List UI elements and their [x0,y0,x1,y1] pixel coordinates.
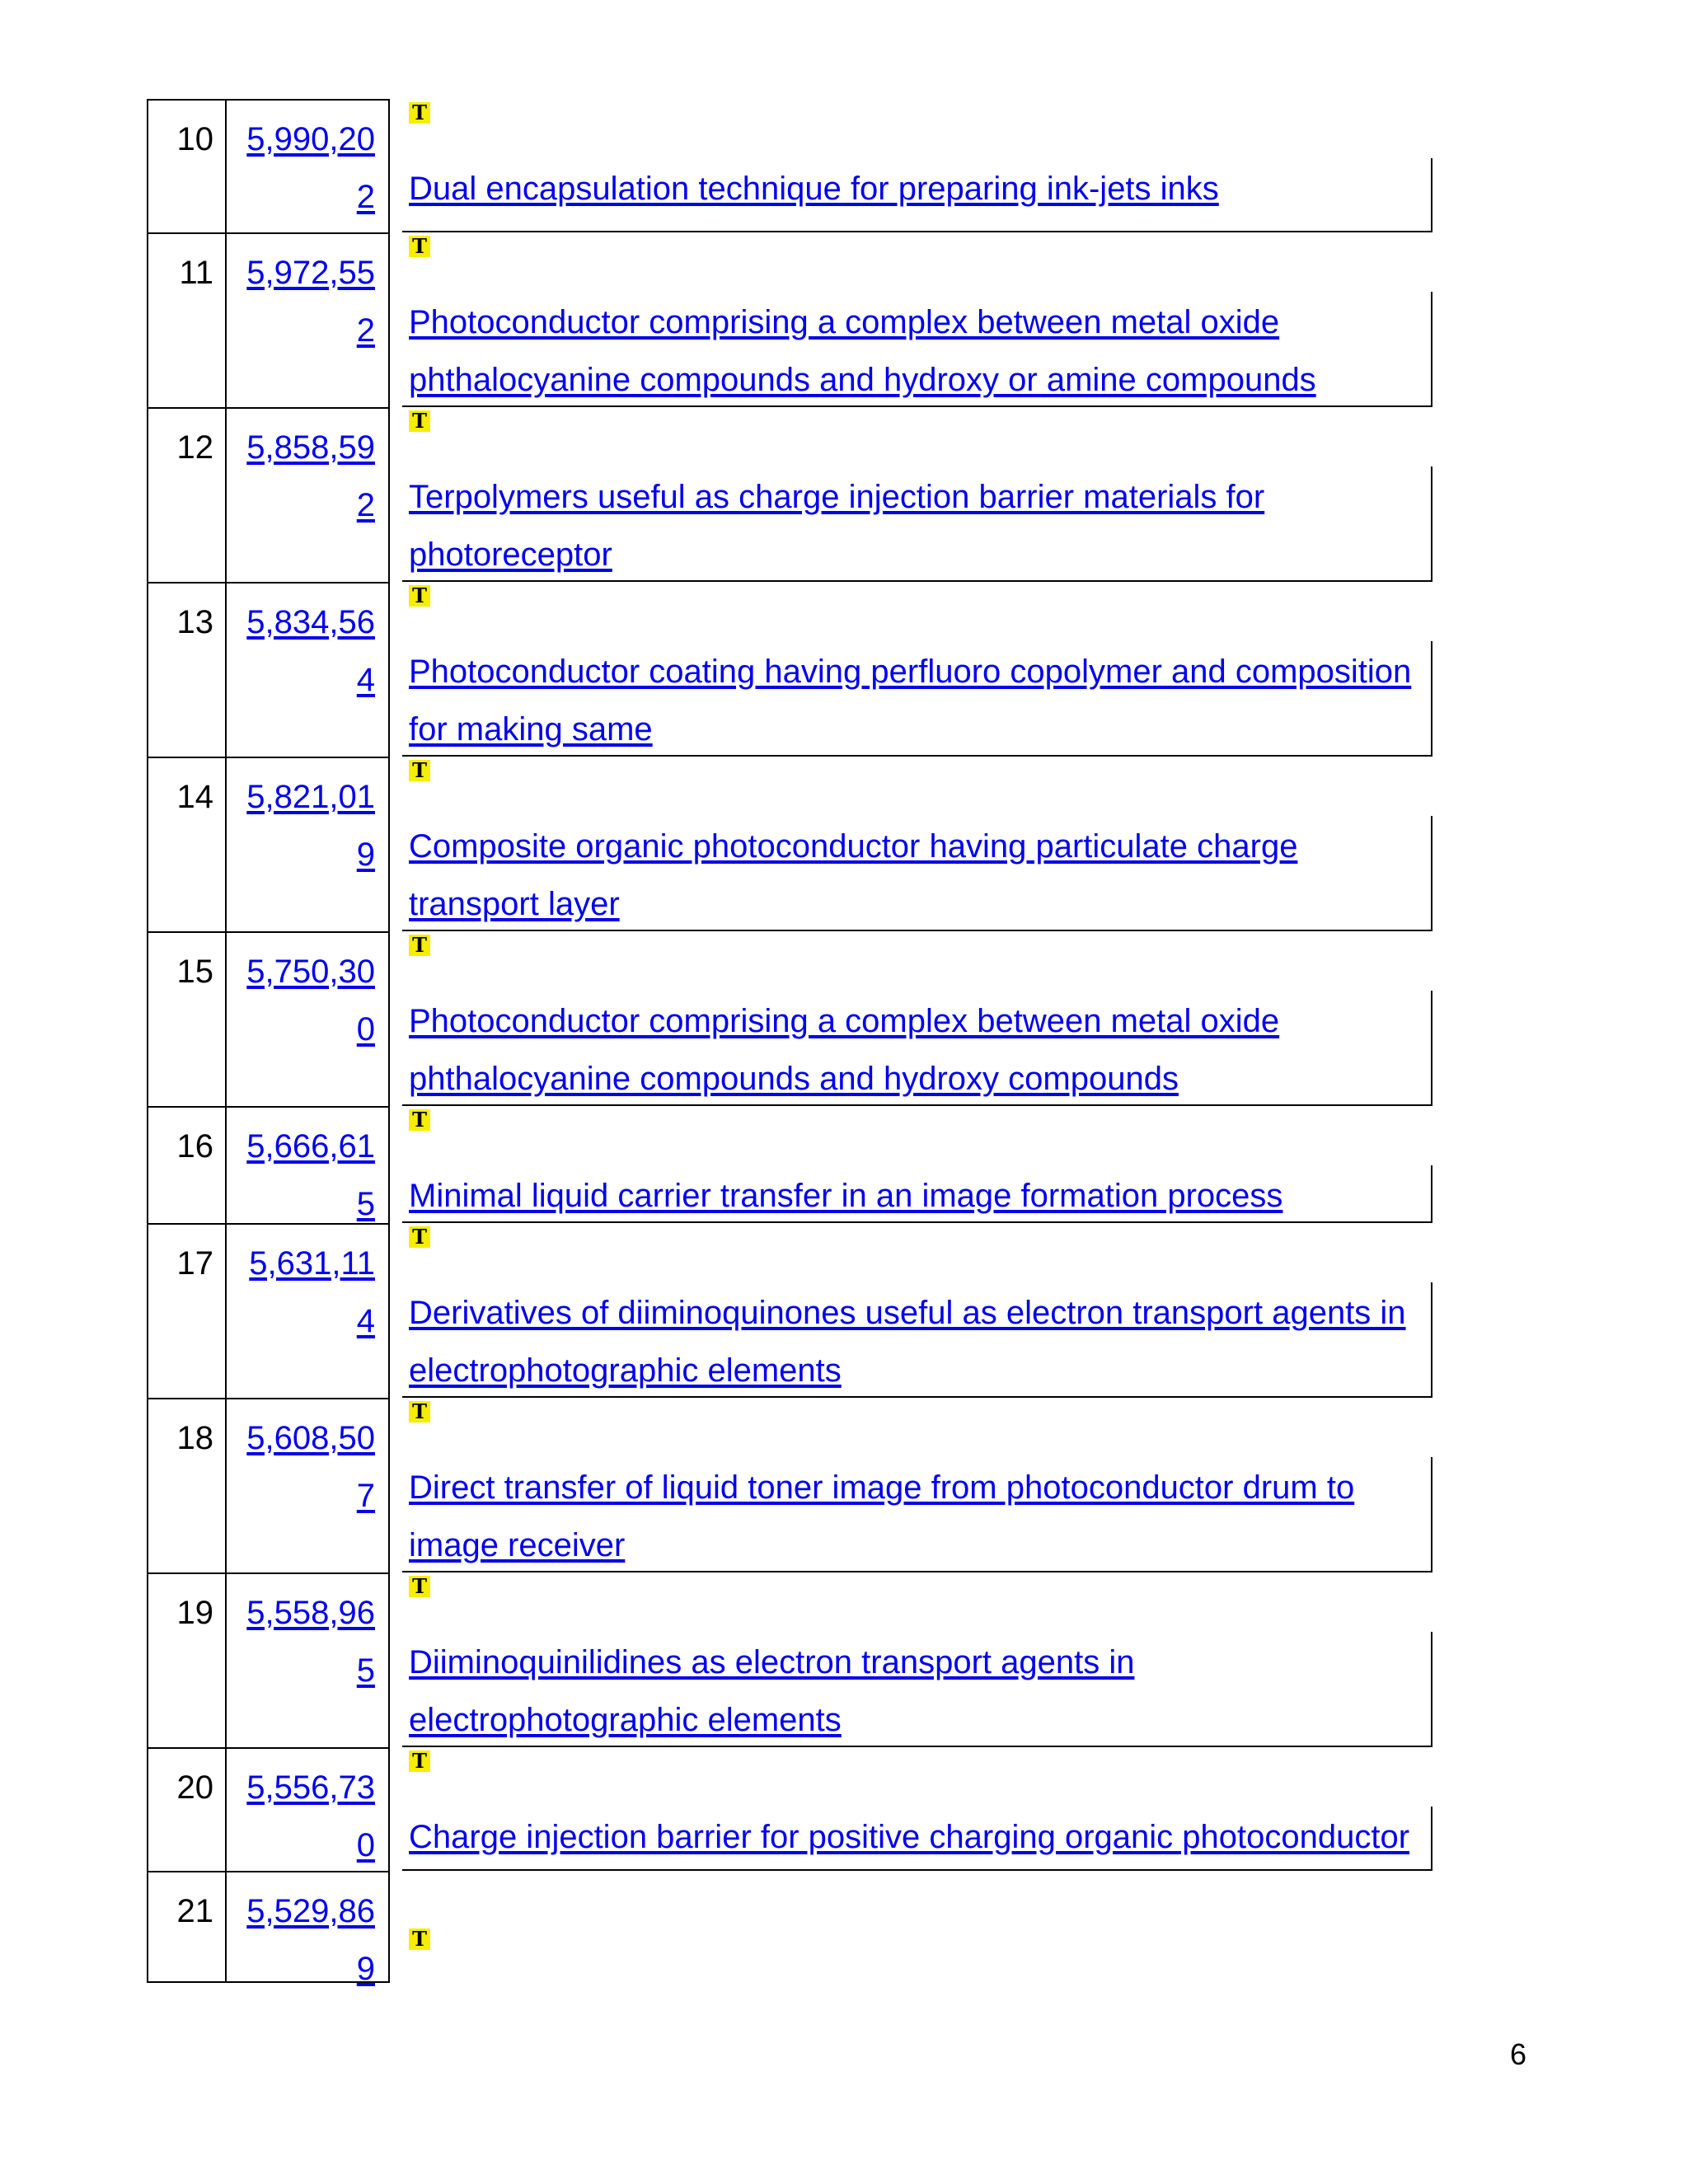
title-cell [402,1457,1432,1572]
patent-title-link[interactable]: Charge injection barrier for positive charging organic photoconductor [409,1819,1410,1855]
text-badge-icon[interactable]: T [409,1226,430,1248]
title-cell [402,292,1432,407]
table-row [147,1398,1432,1572]
patent-number-link[interactable]: 5,529,869 [246,1893,375,1987]
row-number: 21 [147,1871,227,1983]
row-number: 11 [147,232,227,407]
table-row [147,1572,1432,1747]
patent-title-link[interactable]: Photoconductor comprising a complex between metal oxide phthalocyanine compounds and hydroxy compounds [409,1003,1280,1097]
table-row [147,1747,1432,1871]
patent-title-link[interactable]: Derivatives of diiminoquinones useful as electron transport agents in electrophotographic elements [409,1295,1406,1389]
title-cell [402,816,1432,931]
text-badge-icon[interactable]: T [409,1750,430,1772]
patent-number-link[interactable]: 5,858,592 [246,429,375,523]
table-bottom-border [147,1981,390,1983]
title-cell [402,1282,1432,1398]
text-badge-icon[interactable]: T [409,935,430,956]
patent-title-link[interactable]: Composite organic photoconductor having particulate charge transport layer [409,828,1298,922]
table-row [147,931,1432,1106]
title-cell [402,991,1432,1106]
row-number: 12 [147,407,227,582]
text-badge-icon[interactable]: T [409,102,430,124]
table-row [147,1223,1432,1398]
row-number: 13 [147,582,227,757]
patent-number-link[interactable]: 5,558,965 [246,1595,375,1689]
title-cell [402,466,1432,582]
patent-number-cell [227,757,390,931]
text-badge-icon[interactable]: T [409,1929,430,1950]
patent-number-link[interactable]: 5,631,114 [249,1245,375,1339]
patent-title-link[interactable]: Photoconductor coating having perfluoro copolymer and composition for making same [409,654,1412,748]
patent-number-link[interactable]: 5,556,730 [246,1769,375,1863]
patent-number-cell [227,1747,390,1871]
text-badge-icon[interactable]: T [409,760,430,781]
table-row [147,1871,1432,1987]
patent-number-cell [227,1223,390,1398]
title-cell [402,1632,1432,1747]
row-number: 17 [147,1223,227,1398]
patent-number-link[interactable]: 5,750,300 [246,954,375,1047]
patent-number-link[interactable]: 5,821,019 [246,779,375,873]
row-number: 10 [147,99,227,232]
patent-title-link[interactable]: Direct transfer of liquid toner image from photoconductor drum to image receiver [409,1469,1355,1563]
title-cell [402,1807,1432,1871]
row-number: 19 [147,1572,227,1747]
patent-number-link[interactable]: 5,666,615 [246,1128,375,1222]
patent-number-link[interactable]: 5,990,202 [246,121,375,215]
text-badge-icon[interactable]: T [409,1576,430,1597]
patent-number-link[interactable]: 5,608,507 [246,1420,375,1514]
title-cell [402,1165,1432,1223]
patent-number-cell [227,931,390,1106]
row-number: 16 [147,1106,227,1223]
table-row [147,757,1432,931]
text-badge-icon[interactable]: T [409,1109,430,1131]
text-badge-icon[interactable]: T [409,236,430,257]
patent-number-cell [227,232,390,407]
patent-number-cell [227,407,390,582]
table-row [147,232,1432,407]
row-number: 14 [147,757,227,931]
row-number: 15 [147,931,227,1106]
patent-number-cell [227,1398,390,1572]
page-number: 6 [1510,2037,1527,2071]
row-number: 18 [147,1398,227,1572]
patent-title-link[interactable]: Dual encapsulation technique for preparing ink-jets inks [409,171,1219,207]
patent-number-cell [227,1572,390,1747]
row-number: 20 [147,1747,227,1871]
text-badge-icon[interactable]: T [409,410,430,432]
table-row [147,1106,1432,1223]
patent-number-cell [227,582,390,757]
patent-number-cell [227,1871,390,1987]
table-row [147,99,1432,232]
patent-number-link[interactable]: 5,834,564 [246,604,375,698]
title-cell [402,158,1432,232]
table-row [147,407,1432,582]
title-cell [402,641,1432,757]
patent-title-link[interactable]: Diiminoquinilidines as electron transport agents in electrophotographic elements [409,1644,1135,1738]
text-badge-icon[interactable]: T [409,585,430,607]
patent-number-cell [227,99,390,232]
patent-number-cell [227,1106,390,1223]
table-row [147,582,1432,757]
patent-number-link[interactable]: 5,972,552 [246,255,375,349]
text-badge-icon[interactable]: T [409,1401,430,1422]
patent-title-link[interactable]: Photoconductor comprising a complex between metal oxide phthalocyanine compounds and hydroxy or amine compounds [409,304,1316,398]
patent-title-link[interactable]: Terpolymers useful as charge injection barrier materials for photoreceptor [409,479,1265,573]
patent-title-link[interactable]: Minimal liquid carrier transfer in an image formation process [409,1178,1283,1214]
